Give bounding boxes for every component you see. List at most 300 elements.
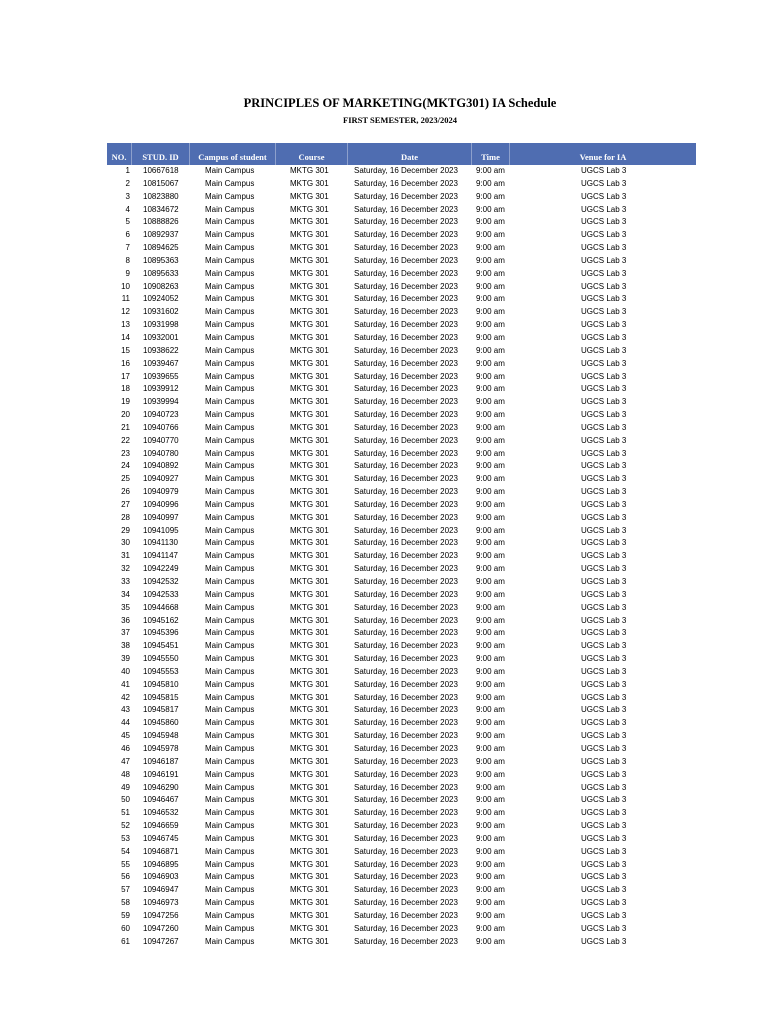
table-row (0, 371, 768, 384)
course-cell: MKTG 301 (290, 487, 329, 497)
student-id: 10940770 (143, 435, 179, 445)
campus-cell: Main Campus (205, 859, 255, 869)
time-cell: 9:00 am (476, 692, 505, 702)
date-cell: Saturday, 16 December 2023 (354, 255, 458, 265)
campus-cell: Main Campus (205, 204, 255, 214)
row-number: 8 (125, 255, 130, 265)
venue-cell: UGCS Lab 3 (581, 910, 627, 920)
course-cell: MKTG 301 (290, 384, 329, 394)
table-row (0, 332, 768, 345)
table-row (0, 165, 768, 178)
campus-cell: Main Campus (205, 243, 255, 253)
venue-cell: UGCS Lab 3 (581, 795, 627, 805)
table-row (0, 884, 768, 897)
campus-cell: Main Campus (205, 654, 255, 664)
venue-cell: UGCS Lab 3 (581, 384, 627, 394)
course-cell: MKTG 301 (290, 885, 329, 895)
student-id: 10941147 (143, 551, 178, 561)
venue-cell: UGCS Lab 3 (581, 654, 627, 664)
time-cell: 9:00 am (476, 255, 505, 265)
date-cell: Saturday, 16 December 2023 (354, 923, 458, 933)
time-cell: 9:00 am (476, 795, 505, 805)
venue-cell: UGCS Lab 3 (581, 525, 627, 535)
campus-cell: Main Campus (205, 833, 255, 843)
course-cell: MKTG 301 (290, 255, 329, 265)
row-number: 52 (121, 821, 130, 831)
date-cell: Saturday, 16 December 2023 (354, 332, 458, 342)
row-number: 40 (121, 666, 130, 676)
time-cell: 9:00 am (476, 577, 505, 586)
row-number: 55 (121, 859, 130, 869)
campus-cell: Main Campus (205, 358, 255, 368)
venue-cell: UGCS Lab 3 (581, 358, 627, 368)
date-cell: Saturday, 16 December 2023 (354, 422, 458, 432)
venue-cell: UGCS Lab 3 (581, 692, 627, 702)
row-number: 27 (121, 499, 130, 509)
student-id: 10946895 (143, 859, 179, 869)
campus-cell: Main Campus (205, 615, 255, 625)
venue-cell: UGCS Lab 3 (581, 371, 627, 381)
course-cell: MKTG 301 (290, 358, 329, 368)
row-number: 5 (125, 217, 130, 227)
student-id: 10946532 (143, 808, 179, 818)
date-cell: Saturday, 16 December 2023 (354, 371, 458, 381)
campus-cell: Main Campus (205, 435, 255, 445)
table-row (0, 216, 768, 229)
venue-cell: UGCS Lab 3 (581, 782, 627, 792)
date-cell: Saturday, 16 December 2023 (354, 910, 458, 920)
table-row (0, 782, 768, 795)
student-id: 10908263 (143, 281, 179, 291)
table-row (0, 550, 768, 563)
table-row (0, 191, 768, 204)
venue-cell: UGCS Lab 3 (581, 833, 627, 843)
course-cell: MKTG 301 (290, 191, 329, 201)
student-id: 10945162 (143, 615, 179, 625)
date-cell: Saturday, 16 December 2023 (354, 859, 458, 869)
date-cell: Saturday, 16 December 2023 (354, 525, 458, 535)
campus-cell: Main Campus (205, 191, 255, 201)
venue-cell: UGCS Lab 3 (581, 204, 627, 214)
date-cell: Saturday, 16 December 2023 (354, 808, 458, 818)
campus-cell: Main Campus (205, 705, 255, 715)
header-campus: Campus of student (190, 143, 276, 165)
date-cell: Saturday, 16 December 2023 (354, 666, 458, 676)
time-cell: 9:00 am (476, 461, 505, 471)
date-cell: Saturday, 16 December 2023 (354, 435, 458, 445)
date-cell: Saturday, 16 December 2023 (354, 191, 458, 201)
table-row (0, 306, 768, 319)
row-number: 20 (121, 410, 130, 420)
row-number: 46 (121, 743, 130, 753)
date-cell: Saturday, 16 December 2023 (354, 564, 458, 574)
student-id: 10946973 (143, 898, 179, 908)
campus-cell: Main Campus (205, 795, 255, 805)
row-number: 53 (121, 833, 130, 843)
row-number: 34 (121, 589, 130, 599)
campus-cell: Main Campus (205, 936, 255, 946)
venue-cell: UGCS Lab 3 (581, 243, 627, 253)
student-id: 10945550 (143, 654, 179, 664)
date-cell: Saturday, 16 December 2023 (354, 641, 458, 651)
row-number: 17 (121, 371, 130, 381)
campus-cell: Main Campus (205, 577, 255, 586)
student-id: 10940996 (143, 499, 179, 509)
table-row (0, 807, 768, 820)
table-row (0, 293, 768, 306)
table-row (0, 460, 768, 473)
time-cell: 9:00 am (476, 679, 505, 689)
course-cell: MKTG 301 (290, 448, 329, 458)
course-cell: MKTG 301 (290, 795, 329, 805)
table-row (0, 692, 768, 705)
time-cell: 9:00 am (476, 538, 505, 548)
campus-cell: Main Campus (205, 307, 255, 317)
campus-cell: Main Campus (205, 525, 255, 535)
venue-cell: UGCS Lab 3 (581, 641, 627, 651)
table-row (0, 756, 768, 769)
venue-cell: UGCS Lab 3 (581, 345, 627, 355)
campus-cell: Main Campus (205, 217, 255, 227)
student-id: 10942249 (143, 564, 179, 574)
header-stud-id: STUD. ID (132, 143, 190, 165)
table-row (0, 666, 768, 679)
student-id: 10946187 (143, 756, 179, 766)
row-number: 41 (121, 679, 130, 689)
campus-cell: Main Campus (205, 268, 255, 278)
venue-cell: UGCS Lab 3 (581, 898, 627, 908)
time-cell: 9:00 am (476, 512, 505, 522)
time-cell: 9:00 am (476, 628, 505, 638)
venue-cell: UGCS Lab 3 (581, 320, 627, 330)
date-cell: Saturday, 16 December 2023 (354, 487, 458, 497)
student-id: 10940766 (143, 422, 179, 432)
time-cell: 9:00 am (476, 833, 505, 843)
course-cell: MKTG 301 (290, 602, 329, 612)
row-number: 48 (121, 769, 130, 779)
venue-cell: UGCS Lab 3 (581, 397, 627, 407)
date-cell: Saturday, 16 December 2023 (354, 204, 458, 214)
course-cell: MKTG 301 (290, 821, 329, 831)
student-id: 10931998 (143, 320, 179, 330)
time-cell: 9:00 am (476, 589, 505, 599)
table-row (0, 537, 768, 550)
venue-cell: UGCS Lab 3 (581, 435, 627, 445)
campus-cell: Main Campus (205, 731, 255, 741)
student-id: 10940723 (143, 410, 179, 420)
row-number: 32 (121, 564, 130, 574)
row-number: 24 (121, 461, 130, 471)
row-number: 12 (121, 307, 130, 317)
venue-cell: UGCS Lab 3 (581, 538, 627, 548)
time-cell: 9:00 am (476, 898, 505, 908)
date-cell: Saturday, 16 December 2023 (354, 358, 458, 368)
course-cell: MKTG 301 (290, 808, 329, 818)
row-number: 9 (125, 268, 130, 278)
table-row (0, 435, 768, 448)
course-cell: MKTG 301 (290, 705, 329, 715)
student-id: 10945396 (143, 628, 179, 638)
venue-cell: UGCS Lab 3 (581, 255, 627, 265)
table-row (0, 653, 768, 666)
venue-cell: UGCS Lab 3 (581, 422, 627, 432)
course-cell: MKTG 301 (290, 769, 329, 779)
campus-cell: Main Campus (205, 923, 255, 933)
row-number: 61 (121, 936, 130, 946)
date-cell: Saturday, 16 December 2023 (354, 538, 458, 548)
time-cell: 9:00 am (476, 448, 505, 458)
campus-cell: Main Campus (205, 628, 255, 638)
time-cell: 9:00 am (476, 204, 505, 214)
date-cell: Saturday, 16 December 2023 (354, 782, 458, 792)
date-cell: Saturday, 16 December 2023 (354, 769, 458, 779)
campus-cell: Main Campus (205, 718, 255, 728)
venue-cell: UGCS Lab 3 (581, 743, 627, 753)
venue-cell: UGCS Lab 3 (581, 821, 627, 831)
time-cell: 9:00 am (476, 859, 505, 869)
venue-cell: UGCS Lab 3 (581, 628, 627, 638)
student-id: 10946745 (143, 833, 179, 843)
row-number: 42 (121, 692, 130, 702)
venue-cell: UGCS Lab 3 (581, 191, 627, 201)
course-cell: MKTG 301 (290, 551, 329, 561)
student-id: 10946467 (143, 795, 179, 805)
venue-cell: UGCS Lab 3 (581, 872, 627, 882)
time-cell: 9:00 am (476, 410, 505, 420)
date-cell: Saturday, 16 December 2023 (354, 577, 458, 586)
course-cell: MKTG 301 (290, 628, 329, 638)
table-row (0, 396, 768, 409)
time-cell: 9:00 am (476, 885, 505, 895)
venue-cell: UGCS Lab 3 (581, 769, 627, 779)
date-cell: Saturday, 16 December 2023 (354, 821, 458, 831)
campus-cell: Main Campus (205, 808, 255, 818)
campus-cell: Main Campus (205, 178, 255, 188)
date-cell: Saturday, 16 December 2023 (354, 936, 458, 946)
campus-cell: Main Campus (205, 602, 255, 612)
venue-cell: UGCS Lab 3 (581, 808, 627, 818)
student-id: 10894625 (143, 243, 179, 253)
student-id: 10945817 (143, 705, 179, 715)
course-cell: MKTG 301 (290, 397, 329, 407)
campus-cell: Main Campus (205, 692, 255, 702)
campus-cell: Main Campus (205, 898, 255, 908)
course-cell: MKTG 301 (290, 782, 329, 792)
course-cell: MKTG 301 (290, 410, 329, 420)
venue-cell: UGCS Lab 3 (581, 564, 627, 574)
campus-cell: Main Campus (205, 538, 255, 548)
venue-cell: UGCS Lab 3 (581, 230, 627, 240)
time-cell: 9:00 am (476, 281, 505, 291)
time-cell: 9:00 am (476, 294, 505, 304)
row-number: 38 (121, 641, 130, 651)
course-cell: MKTG 301 (290, 371, 329, 381)
time-cell: 9:00 am (476, 872, 505, 882)
student-id: 10940780 (143, 448, 179, 458)
student-id: 10888826 (143, 217, 179, 227)
time-cell: 9:00 am (476, 769, 505, 779)
table-row (0, 640, 768, 653)
campus-cell: Main Campus (205, 345, 255, 355)
student-id: 10947256 (143, 910, 179, 920)
date-cell: Saturday, 16 December 2023 (354, 833, 458, 843)
row-number: 14 (121, 332, 130, 342)
campus-cell: Main Campus (205, 821, 255, 831)
row-number: 30 (121, 538, 130, 548)
time-cell: 9:00 am (476, 731, 505, 741)
student-id: 10941095 (143, 525, 179, 535)
table-row (0, 178, 768, 191)
venue-cell: UGCS Lab 3 (581, 332, 627, 342)
venue-cell: UGCS Lab 3 (581, 577, 627, 586)
campus-cell: Main Campus (205, 294, 255, 304)
venue-cell: UGCS Lab 3 (581, 679, 627, 689)
table-row (0, 229, 768, 242)
campus-cell: Main Campus (205, 641, 255, 651)
row-number: 18 (121, 384, 130, 394)
time-cell: 9:00 am (476, 846, 505, 856)
row-number: 58 (121, 898, 130, 908)
row-number: 13 (121, 320, 130, 330)
course-cell: MKTG 301 (290, 461, 329, 471)
venue-cell: UGCS Lab 3 (581, 487, 627, 497)
student-id: 10946191 (143, 769, 179, 779)
row-number: 22 (121, 435, 130, 445)
time-cell: 9:00 am (476, 602, 505, 612)
campus-cell: Main Campus (205, 461, 255, 471)
time-cell: 9:00 am (476, 422, 505, 432)
row-number: 47 (121, 756, 130, 766)
table-row (0, 936, 768, 949)
campus-cell: Main Campus (205, 756, 255, 766)
date-cell: Saturday, 16 December 2023 (354, 320, 458, 330)
table-row (0, 255, 768, 268)
course-cell: MKTG 301 (290, 936, 329, 946)
table-row (0, 409, 768, 422)
course-cell: MKTG 301 (290, 166, 329, 175)
time-cell: 9:00 am (476, 499, 505, 509)
time-cell: 9:00 am (476, 743, 505, 753)
venue-cell: UGCS Lab 3 (581, 846, 627, 856)
student-id: 10945451 (143, 641, 179, 651)
date-cell: Saturday, 16 December 2023 (354, 166, 458, 175)
row-number: 16 (121, 358, 130, 368)
student-id: 10944668 (143, 602, 179, 612)
venue-cell: UGCS Lab 3 (581, 936, 627, 946)
table-row (0, 319, 768, 332)
time-cell: 9:00 am (476, 666, 505, 676)
student-id: 10942532 (143, 577, 179, 586)
row-number: 60 (121, 923, 130, 933)
course-cell: MKTG 301 (290, 230, 329, 240)
row-number: 4 (125, 204, 130, 214)
time-cell: 9:00 am (476, 718, 505, 728)
header-no: NO. (107, 143, 132, 165)
row-number: 25 (121, 474, 130, 484)
table-row (0, 563, 768, 576)
table-row (0, 473, 768, 486)
time-cell: 9:00 am (476, 371, 505, 381)
row-number: 28 (121, 512, 130, 522)
schedule-table-body (0, 165, 768, 948)
date-cell: Saturday, 16 December 2023 (354, 461, 458, 471)
course-cell: MKTG 301 (290, 872, 329, 882)
campus-cell: Main Campus (205, 743, 255, 753)
campus-cell: Main Campus (205, 679, 255, 689)
table-row (0, 679, 768, 692)
campus-cell: Main Campus (205, 397, 255, 407)
student-id: 10924052 (143, 294, 179, 304)
time-cell: 9:00 am (476, 268, 505, 278)
venue-cell: UGCS Lab 3 (581, 923, 627, 933)
date-cell: Saturday, 16 December 2023 (354, 718, 458, 728)
date-cell: Saturday, 16 December 2023 (354, 872, 458, 882)
table-row (0, 358, 768, 371)
course-cell: MKTG 301 (290, 178, 329, 188)
course-cell: MKTG 301 (290, 294, 329, 304)
student-id: 10940927 (143, 474, 179, 484)
time-cell: 9:00 am (476, 345, 505, 355)
time-cell: 9:00 am (476, 705, 505, 715)
row-number: 49 (121, 782, 130, 792)
student-id: 10940892 (143, 461, 179, 471)
campus-cell: Main Campus (205, 512, 255, 522)
student-id: 10946903 (143, 872, 179, 882)
time-cell: 9:00 am (476, 474, 505, 484)
venue-cell: UGCS Lab 3 (581, 461, 627, 471)
header-venue: Venue for IA (579, 152, 627, 162)
table-row (0, 486, 768, 499)
venue-cell: UGCS Lab 3 (581, 885, 627, 895)
venue-cell: UGCS Lab 3 (581, 281, 627, 291)
table-row (0, 204, 768, 217)
course-cell: MKTG 301 (290, 641, 329, 651)
time-cell: 9:00 am (476, 641, 505, 651)
table-row (0, 281, 768, 294)
time-cell: 9:00 am (476, 217, 505, 227)
date-cell: Saturday, 16 December 2023 (354, 178, 458, 188)
header-time: Time (472, 143, 510, 165)
row-number: 29 (121, 525, 130, 535)
campus-cell: Main Campus (205, 666, 255, 676)
time-cell: 9:00 am (476, 397, 505, 407)
student-id: 10945553 (143, 666, 179, 676)
row-number: 45 (121, 731, 130, 741)
venue-cell: UGCS Lab 3 (581, 859, 627, 869)
row-number: 7 (125, 243, 130, 253)
table-row (0, 859, 768, 872)
course-cell: MKTG 301 (290, 281, 329, 291)
student-id: 10938622 (143, 345, 179, 355)
venue-cell: UGCS Lab 3 (581, 718, 627, 728)
course-cell: MKTG 301 (290, 615, 329, 625)
date-cell: Saturday, 16 December 2023 (354, 230, 458, 240)
table-row (0, 602, 768, 615)
time-cell: 9:00 am (476, 756, 505, 766)
student-id: 10939912 (143, 384, 179, 394)
date-cell: Saturday, 16 December 2023 (354, 756, 458, 766)
time-cell: 9:00 am (476, 166, 505, 175)
course-cell: MKTG 301 (290, 512, 329, 522)
table-row (0, 576, 768, 589)
student-id: 10941130 (143, 538, 178, 548)
time-cell: 9:00 am (476, 923, 505, 933)
row-number: 44 (121, 718, 130, 728)
student-id: 10895633 (143, 268, 179, 278)
date-cell: Saturday, 16 December 2023 (354, 410, 458, 420)
table-row (0, 268, 768, 281)
row-number: 11 (121, 294, 130, 304)
